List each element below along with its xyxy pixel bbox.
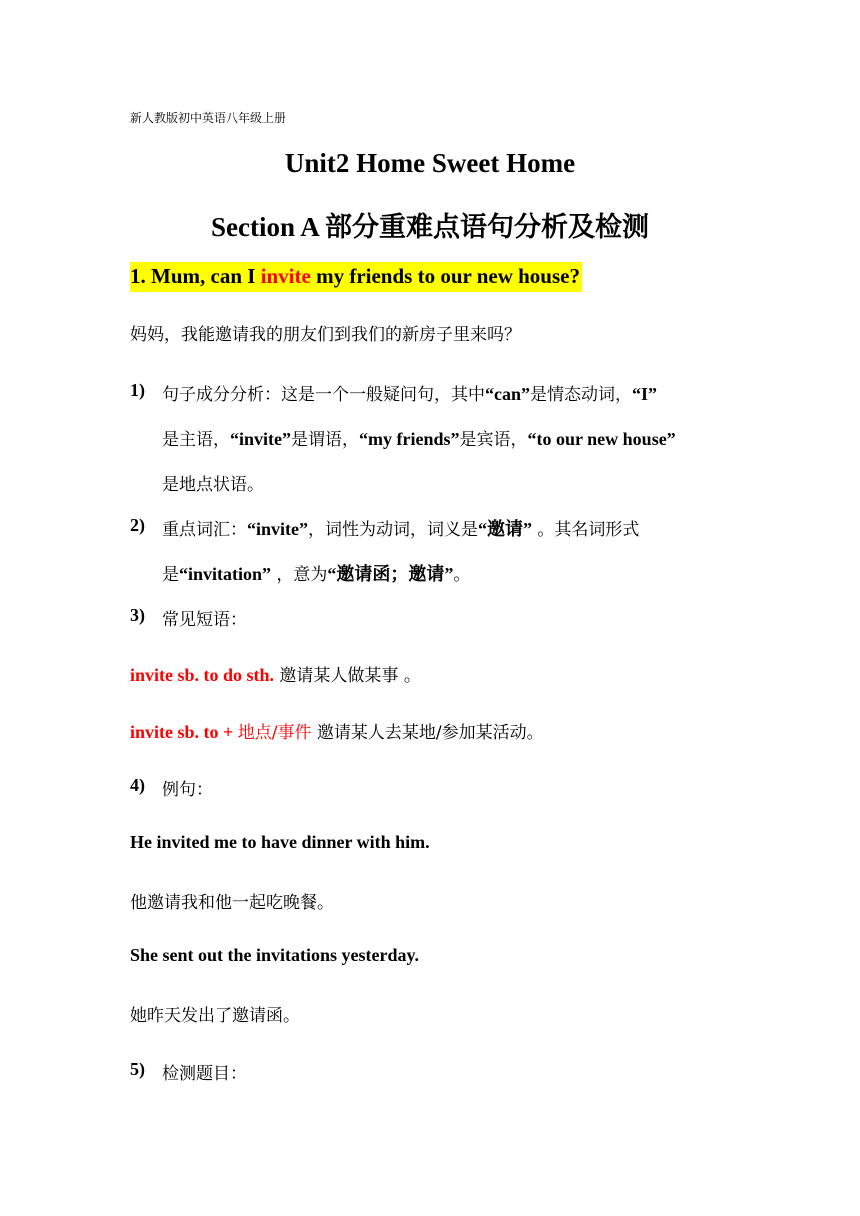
- section-title: Section A 部分重难点语句分析及检测: [210, 212, 649, 242]
- phrase-1-en: invite sb. to do sth.: [130, 665, 275, 685]
- item-1-line-2: 是主语，“invite”是谓语，“my friends”是宾语，“to our new house”: [162, 429, 676, 450]
- item-number-5: 5): [130, 1059, 145, 1079]
- item-number-1: 1): [130, 380, 145, 400]
- example-2-cn: 她昨天发出了邀请函。: [130, 1006, 300, 1026]
- item-number-4: 4): [130, 775, 145, 795]
- heading-keyword: invite: [260, 264, 311, 288]
- key-sentence-heading: [130, 262, 582, 292]
- phrase-2-en2: 地点/事件: [237, 723, 312, 743]
- heading-number: 1.: [130, 264, 146, 288]
- heading-text-post: my friends to our new house?: [310, 264, 580, 288]
- item-1-line-3: 是地点状语。: [162, 475, 264, 495]
- item-2-line-1: 重点词汇：“invite”，词性为动词，词义是“邀请” 。其名词形式: [162, 519, 640, 540]
- phrase-2-en: invite sb. to +: [130, 722, 238, 742]
- heading-text-pre: Mum, can I: [151, 264, 261, 288]
- item-4-text: 例句：: [162, 780, 213, 800]
- item-number-2: 2): [130, 515, 145, 535]
- phrase-2-cn: 邀请某人去某地/参加某活动。: [311, 723, 544, 743]
- example-1-en: He invited me to have dinner with him.: [130, 832, 430, 852]
- item-3-text: 常见短语：: [162, 610, 247, 630]
- unit-title: Unit2 Home Sweet Home: [284, 148, 576, 178]
- sentence-translation: 妈妈，我能邀请我的朋友们到我们的新房子里来吗？: [130, 325, 521, 345]
- header-note: 新人教版初中英语八年级上册: [130, 111, 287, 125]
- item-1-line-1: 句子成分分析：这是一个一般疑问句，其中“can”是情态动词，“I”: [162, 384, 658, 405]
- item-number-3: 3): [130, 605, 145, 625]
- item-2-line-2: 是“invitation” ，意为“邀请函；邀请”。: [162, 564, 471, 585]
- item-5-text: 检测题目：: [162, 1064, 247, 1084]
- phrase-1-cn: 邀请某人做某事 。: [274, 666, 421, 686]
- example-1-cn: 他邀请我和他一起吃晚餐。: [130, 893, 334, 913]
- phrase-1: [130, 661, 421, 686]
- example-2-en: She sent out the invitations yesterday.: [130, 945, 420, 965]
- phrase-2: [130, 718, 544, 743]
